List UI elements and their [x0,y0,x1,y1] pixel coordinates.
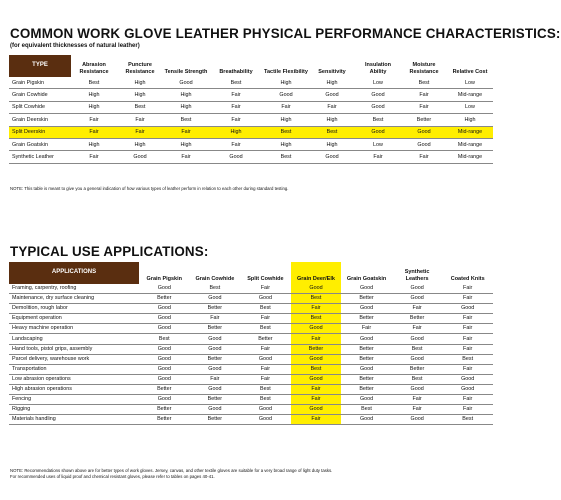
header-split-cowhide: Split Cowhide [247,275,284,282]
rating-cell: Better [190,324,241,334]
rating-cell: Fair [240,314,291,324]
applications-note [10,468,332,480]
application-name-cell: Fencing [9,395,139,405]
rating-cell: Fair [190,314,241,324]
rating-cell: Good [139,304,190,314]
performance-cell: High [309,138,355,150]
rating-cell: Better [341,354,392,364]
rating-cell: Good [341,284,392,294]
header-type: TYPE [9,55,71,77]
header-grain-pigskin: Grain Pigskin [146,275,183,282]
rating-cell: Best [442,354,493,364]
performance-cell: Low [355,138,401,150]
rating-cell: Good [139,354,190,364]
header-coated-knits: Coated Knits [450,275,485,282]
performance-cell: Good [263,89,309,101]
application-row [9,415,493,425]
performance-cell: Fair [209,138,263,150]
performance-cell: Good [163,77,209,89]
application-row [9,344,493,354]
applications-header-row [9,262,493,284]
performance-cell: High [71,101,117,113]
performance-cell: Fair [71,151,117,163]
application-row [9,405,493,415]
application-name-cell: Maintenance, dry surface cleaning [9,294,139,304]
performance-note: NOTE: This table is meant to give you a general indication of how various types of leather perform in relation to each other during standard testing. [10,186,289,191]
header-tactile: Tactile Flexibility [264,68,308,75]
rating-cell: Good [190,364,241,374]
rating-cell: Fair [442,364,493,374]
performance-cell: High [117,138,163,150]
performance-cell: High [447,114,493,126]
performance-row [9,89,493,101]
rating-cell: Good [392,284,443,294]
performance-cell: Best [209,77,263,89]
performance-cell: Good [355,126,401,138]
performance-row [9,77,493,89]
rating-cell: Best [442,415,493,425]
rating-cell: Good [341,304,392,314]
performance-cell: Good [309,151,355,163]
application-row [9,284,493,294]
rating-cell: Good [442,374,493,384]
header-insulation: Insulation Ability [365,62,391,75]
rating-cell: Good [392,334,443,344]
rating-cell: Fair [291,384,342,394]
leather-type-cell: Grain Deerskin [9,114,71,126]
rating-cell: Good [291,354,342,364]
header-grain-goatskin: Grain Goatskin [346,275,387,282]
rating-cell: Better [392,314,443,324]
rating-cell: Better [392,364,443,374]
performance-header-row [9,55,493,77]
performance-cell: Mid-range [447,138,493,150]
performance-cell: High [309,114,355,126]
leather-type-cell: Grain Cowhide [9,89,71,101]
rating-cell: Fair [240,374,291,384]
leather-type-cell: Grain Goatskin [9,138,71,150]
application-name-cell: Framing, carpentry, roofing [9,284,139,294]
performance-cell: Fair [263,101,309,113]
header-breathability: Breathability [219,68,253,75]
rating-cell: Best [291,364,342,374]
performance-row [9,138,493,150]
rating-cell: Good [291,374,342,384]
performance-row [9,126,493,138]
performance-cell: Fair [355,151,401,163]
performance-cell: High [209,126,263,138]
rating-cell: Better [190,354,241,364]
performance-cell: Fair [117,114,163,126]
rating-cell: Fair [240,344,291,354]
rating-cell: Better [341,374,392,384]
rating-cell: Good [341,395,392,405]
rating-cell: Fair [442,324,493,334]
performance-cell: Fair [71,114,117,126]
performance-cell: Fair [209,114,263,126]
performance-cell: Fair [401,151,447,163]
rating-cell: Best [240,384,291,394]
rating-cell: Good [240,405,291,415]
application-name-cell: Parcel delivery, warehouse work [9,354,139,364]
rating-cell: Good [392,384,443,394]
rating-cell: Fair [392,324,443,334]
performance-table [9,55,493,164]
application-name-cell: Transportation [9,364,139,374]
application-row [9,384,493,394]
rating-cell: Good [291,405,342,415]
rating-cell: Good [139,324,190,334]
rating-cell: Good [190,334,241,344]
application-row [9,374,493,384]
applications-table [9,262,493,425]
rating-cell: Fair [442,334,493,344]
rating-cell: Good [392,354,443,364]
rating-cell: Better [190,395,241,405]
applications-note-line2: For recommended uses of liquid proof and chemical resistant gloves, please refer to tables on pages 40-41. [10,473,215,479]
rating-cell: Best [392,374,443,384]
performance-cell: Good [209,151,263,163]
rating-cell: Good [291,324,342,334]
performance-title: COMMON WORK GLOVE LEATHER PHYSICAL PERFORMANCE CHARACTERISTICS: [10,26,561,41]
rating-cell: Best [240,304,291,314]
rating-cell: Good [392,415,443,425]
header-grain-deer-elk: Grain Deer/Elk [291,262,342,284]
performance-cell: High [263,77,309,89]
rating-cell: Fair [442,405,493,415]
performance-cell: Best [71,77,117,89]
application-row [9,314,493,324]
rating-cell: Fair [392,405,443,415]
rating-cell: Good [139,344,190,354]
application-row [9,294,493,304]
header-puncture: Puncture Resistance [125,62,155,75]
performance-cell: High [263,138,309,150]
rating-cell: Fair [291,415,342,425]
performance-cell: Best [263,151,309,163]
leather-type-cell: Split Deerskin [9,126,71,138]
performance-cell: Low [447,101,493,113]
application-name-cell: Landscaping [9,334,139,344]
performance-cell: Good [309,89,355,101]
performance-table-body [9,77,493,163]
performance-subtitle: (for equivalent thicknesses of natural leather) [10,43,140,49]
rating-cell: Better [341,384,392,394]
header-cost: Relative Cost [452,68,488,75]
rating-cell: Better [139,384,190,394]
header-moisture: Moisture Resistance [409,62,439,75]
rating-cell: Better [139,405,190,415]
header-applications: APPLICATIONS [9,262,139,284]
performance-cell: Good [355,89,401,101]
performance-cell: Good [401,138,447,150]
rating-cell: Good [341,334,392,344]
rating-cell: Good [240,415,291,425]
rating-cell: Better [190,304,241,314]
header-synthetic-leathers: Synthetic Leathers [404,269,430,282]
performance-cell: Mid-range [447,151,493,163]
application-name-cell: Equipment operation [9,314,139,324]
application-name-cell: Hand tools, pistol grips, assembly [9,344,139,354]
performance-cell: High [71,138,117,150]
performance-cell: Low [447,77,493,89]
rating-cell: Good [139,395,190,405]
applications-table-body [9,284,493,425]
rating-cell: Good [190,384,241,394]
rating-cell: Fair [291,334,342,344]
applications-note-line1: NOTE: Recommendations shown above are for better types of work gloves. Jersey, canvas, and other textile gloves are suitable for a very broad range of light duty tasks. [10,468,333,473]
rating-cell: Good [291,284,342,294]
performance-cell: Good [355,101,401,113]
performance-cell: Good [401,126,447,138]
application-row [9,324,493,334]
performance-cell: Best [263,126,309,138]
rating-cell: Better [240,334,291,344]
rating-cell: Best [139,334,190,344]
application-row [9,334,493,344]
rating-cell: Good [190,344,241,354]
rating-cell: Good [190,405,241,415]
application-row [9,354,493,364]
application-name-cell: Demolition, rough labor [9,304,139,314]
application-name-cell: Materials handling [9,415,139,425]
leather-type-cell: Grain Pigskin [9,77,71,89]
rating-cell: Best [291,314,342,324]
performance-cell: High [163,138,209,150]
rating-cell: Fair [442,284,493,294]
performance-cell: High [163,89,209,101]
rating-cell: Good [139,364,190,374]
rating-cell: Fair [392,304,443,314]
performance-cell: Mid-range [447,89,493,101]
rating-cell: Better [341,314,392,324]
rating-cell: Fair [240,364,291,374]
performance-cell: Fair [163,151,209,163]
performance-cell: High [309,77,355,89]
rating-cell: Best [392,344,443,354]
performance-cell: Better [401,114,447,126]
rating-cell: Better [341,294,392,304]
header-abrasion: Abrasion Resistance [79,62,109,75]
performance-cell: High [71,89,117,101]
rating-cell: Good [442,304,493,314]
rating-cell: Fair [291,304,342,314]
header-grain-cowhide: Grain Cowhide [195,275,235,282]
rating-cell: Good [240,354,291,364]
applications-title: TYPICAL USE APPLICATIONS: [10,244,209,259]
rating-cell: Fair [442,294,493,304]
performance-cell: Fair [71,126,117,138]
rating-cell: Fair [442,395,493,405]
performance-cell: High [163,101,209,113]
application-name-cell: High abrasion operations [9,384,139,394]
rating-cell: Better [139,415,190,425]
rating-cell: Good [139,284,190,294]
rating-cell: Fair [442,344,493,354]
application-name-cell: Rigging [9,405,139,415]
leather-type-cell: Synthetic Leather [9,151,71,163]
rating-cell: Better [190,415,241,425]
rating-cell: Good [139,314,190,324]
performance-cell: High [117,89,163,101]
rating-cell: Good [341,415,392,425]
application-name-cell: Low abrasion operations [9,374,139,384]
performance-cell: Fair [401,89,447,101]
rating-cell: Good [442,384,493,394]
rating-cell: Better [139,294,190,304]
rating-cell: Fair [291,395,342,405]
rating-cell: Good [190,294,241,304]
rating-cell: Fair [190,374,241,384]
performance-cell: Best [117,101,163,113]
rating-cell: Better [291,344,342,354]
rating-cell: Fair [442,314,493,324]
performance-cell: Best [401,77,447,89]
performance-row [9,101,493,113]
performance-cell: Low [355,77,401,89]
application-row [9,304,493,314]
performance-cell: High [263,114,309,126]
rating-cell: Good [341,364,392,374]
performance-cell: Best [309,126,355,138]
performance-cell: Fair [401,101,447,113]
rating-cell: Good [139,374,190,384]
application-name-cell: Heavy machine operation [9,324,139,334]
rating-cell: Fair [392,395,443,405]
performance-cell: Best [163,114,209,126]
performance-row [9,114,493,126]
performance-cell: Fair [209,89,263,101]
application-row [9,395,493,405]
rating-cell: Good [392,294,443,304]
performance-cell: Fair [209,101,263,113]
rating-cell: Best [240,395,291,405]
rating-cell: Fair [341,324,392,334]
performance-cell: Best [355,114,401,126]
performance-cell: Fair [309,101,355,113]
performance-cell: Fair [163,126,209,138]
performance-cell: High [117,77,163,89]
rating-cell: Best [341,405,392,415]
rating-cell: Good [240,294,291,304]
rating-cell: Best [190,284,241,294]
performance-row [9,151,493,163]
performance-cell: Mid-range [447,126,493,138]
rating-cell: Best [291,294,342,304]
performance-cell: Good [117,151,163,163]
rating-cell: Best [240,324,291,334]
application-row [9,364,493,374]
header-sensitivity: Sensitivity [318,68,346,75]
header-tensile: Tensile Strength [164,68,208,75]
rating-cell: Fair [240,284,291,294]
leather-type-cell: Split Cowhide [9,101,71,113]
performance-cell: Fair [117,126,163,138]
rating-cell: Better [341,344,392,354]
